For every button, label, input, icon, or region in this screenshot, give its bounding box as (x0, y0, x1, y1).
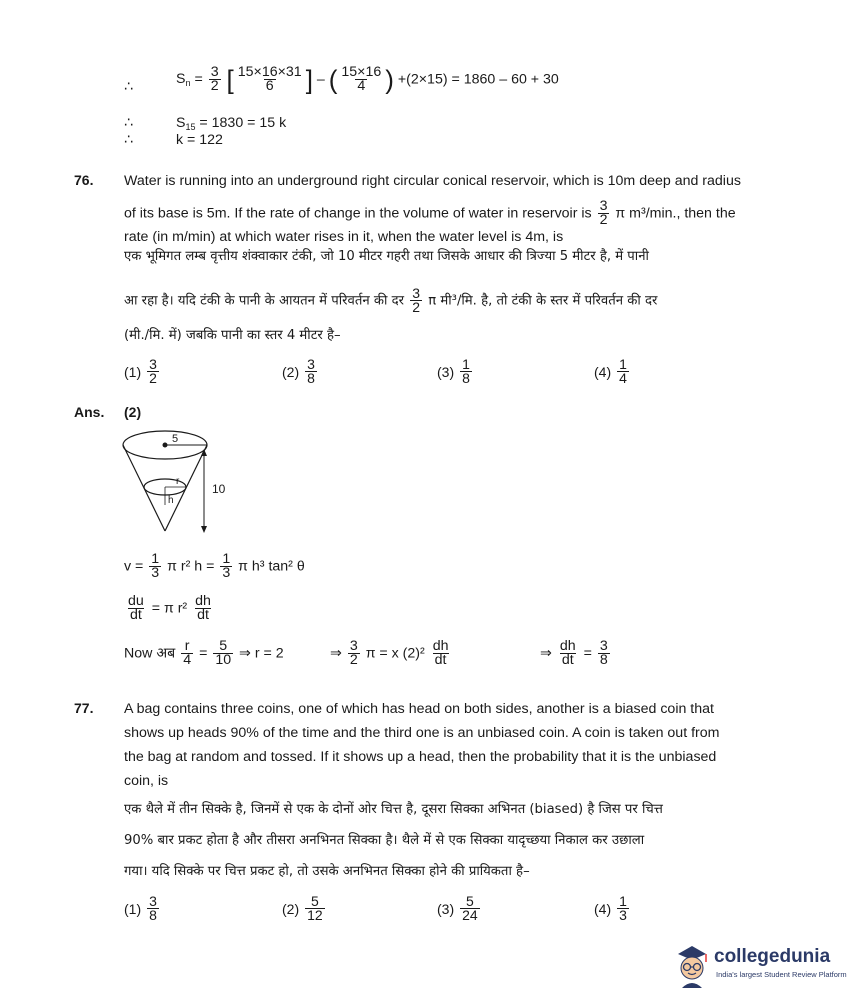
answer-label: Ans. (74, 404, 105, 420)
answer-value: (2) (124, 404, 142, 420)
h-label: h (168, 495, 174, 506)
q76-option-3[interactable]: (3) $\frac{1}{8}$ (437, 356, 470, 386)
q77-option-1[interactable]: (1) $\frac{3}{8}$ (124, 893, 157, 923)
fraction-sum-terms: $\frac{15\times 16}{4}$ (341, 64, 382, 94)
q76-option-4[interactable]: (4) $\frac{1}{4}$ (594, 356, 627, 386)
q77-option-4[interactable]: (4) $\frac{1}{3}$ (594, 893, 627, 923)
radius-label: 5 (172, 433, 179, 445)
k-value-line: k = 122 (176, 132, 223, 148)
collegedunia-logo[interactable] (672, 936, 847, 996)
logo-name: collegedunia (714, 946, 831, 967)
sn-lhs: $S_n$ (176, 71, 191, 89)
q77-en-line-3: the bag at random and tossed. If it shows up a head, then the probability that it is the unbiased (124, 749, 717, 765)
logo-tagline: India's largest Student Review Platform (716, 970, 847, 979)
q77-en-line-4: coin, is (124, 773, 169, 789)
rate-fraction-hi: $\frac{3}{2}$ (412, 285, 421, 315)
q76-en-line-3: rate (in m/min) at which water rises in it, when the water level is 4m, is (124, 229, 564, 245)
r-label: r (176, 476, 180, 487)
q76-en-line-1: Water is running into an underground right circular conical reservoir, which is 10m deep and radius (124, 173, 741, 189)
therefore-symbol: ∴ (124, 79, 134, 95)
derivative-equation: $\frac{du}{dt}$ = π r² $\frac{dh}{dt}$ (128, 593, 211, 623)
cone-diagram (120, 425, 240, 535)
height-label: 10 (212, 482, 226, 496)
q77-option-2[interactable]: (2) $\frac{5}{12}$ (282, 893, 323, 923)
therefore-symbol-3: ∴ (124, 132, 134, 148)
fraction-3-2: $\frac{3}{2}$ (210, 64, 219, 94)
now-equation: Now अब $\frac{r}{4}$ = $\frac{5}{10}$ ⇒ r = 2 (124, 638, 284, 668)
student-mascot-icon (672, 942, 712, 988)
q76-hi-line-3: (मी./मि. में) जबकि पानी का स्तर 4 मीटर है– (124, 328, 341, 343)
q77-hi-line-2: 90% बार प्रकट होता है और तीसरा अनभिनत सिक्का है। थैले में से एक सिक्का यादृच्छया निकाल कर उछाला (124, 833, 645, 848)
implies-equation-2: ⇒ $\frac{dh}{dt}$ = $\frac{3}{8}$ (540, 638, 608, 668)
implies-equation-1: ⇒ $\frac{3}{2}$ π = x (2)² $\frac{dh}{dt}$ (330, 638, 449, 668)
q76-en-line-2: of its base is 5m. If the rate of change in the volume of water in reservoir is $\frac{3}{2}$ π m³/min., then the (124, 198, 736, 228)
question-number-76: 76. (74, 172, 94, 188)
q77-en-line-2: shows up heads 90% of the time and the third one is an unbiased coin. A coin is taken out from (124, 725, 720, 741)
height-arrow-top (201, 449, 207, 456)
question-number-77: 77. (74, 700, 94, 716)
q76-hi-line-2: आ रहा है। यदि टंकी के पानी के आयतन में परिवर्तन की दर $\frac{3}{2}$ π मी³/मि. है, तो टंकी के स्तर में परिवर्तन की दर (124, 285, 658, 315)
q77-hi-line-1: एक थैले में तीन सिक्के है, जिनमें से एक के दोनों ओर चित्त है, दूसरा सिक्का अभिनत (biased) है जिस पर चित्त (124, 802, 663, 817)
rate-fraction: $\frac{3}{2}$ (599, 198, 608, 228)
fraction-sum-squares: $\frac{15\times 16\times 31}{6}$ (237, 64, 302, 94)
q76-hi-line-1: एक भूमिगत लम्ब वृत्तीय शंक्वाकार टंकी, जो 10 मीटर गहरी तथा जिसके आधार की त्रिज्या 5 मीटर है, में पानी (124, 249, 649, 264)
s15-line: $S_{15} = 1830 = 15$ k (176, 115, 287, 132)
q77-option-3[interactable]: (3) $\frac{5}{24}$ (437, 893, 478, 923)
q76-option-1[interactable]: (1) $\frac{3}{2}$ (124, 356, 157, 386)
q77-en-line-1: A bag contains three coins, one of which has head on both sides, another is a biased coin that (124, 701, 714, 717)
q76-option-2[interactable]: (2) $\frac{3}{8}$ (282, 356, 315, 386)
therefore-symbol-2: ∴ (124, 115, 134, 131)
height-arrow-bottom (201, 526, 207, 533)
sn-equation: $S_n$ = $\frac{3}{2}$ [ $\frac{15\times 16\times 31}{6}$ ] – ( $\frac{15\times 16}{4}$ ) +(2×15) = 1860 – 60 + 30 (176, 64, 559, 95)
q77-hi-line-3: गया। यदि सिक्के पर चित्त प्रकट हो, तो उसके अनभिनत सिक्का होने की प्रायिकता है– (124, 864, 530, 879)
volume-equation: v = $\frac{1}{3}$ π r² h = $\frac{1}{3}$ π h³ tan² θ (124, 551, 305, 581)
